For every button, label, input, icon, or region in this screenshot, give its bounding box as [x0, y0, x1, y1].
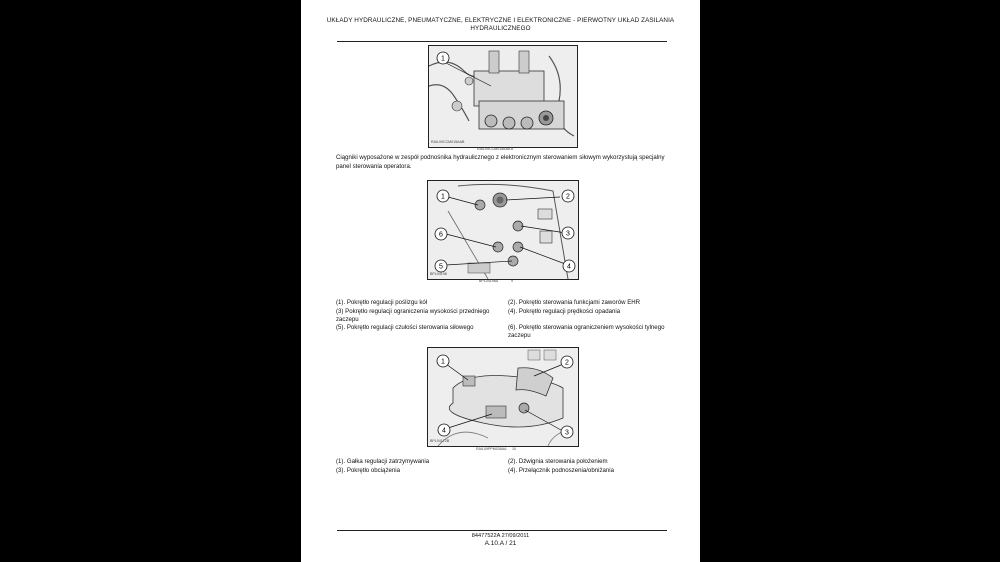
- legend3-item-4: (4). Przełącznik podnoszenia/obniżania: [508, 467, 615, 474]
- hydraulic-unit-illustration: [429, 46, 577, 147]
- footer-page-number: A.10.A / 21: [484, 540, 517, 547]
- fig3-code: RAIL09PPM036AA: [476, 447, 507, 451]
- fig2-code: BPL04198A: [479, 279, 499, 283]
- armrest-controls-illustration: [428, 348, 578, 446]
- page-title: UKŁADY HYDRAULICZNE, PNEUMATYCZNE, ELEKTRYCZNE I ELEKTRONICZNE - PIERWOTNY UKŁAD ZASILANIA HYDRAULICZNEGO: [326, 17, 675, 32]
- figure-armrest-controls: [427, 347, 579, 447]
- legend2-item-2: (2). Pokrętło sterowania funkcjami zaworów EHR: [508, 299, 641, 306]
- fig3-callout-1: 1: [441, 358, 445, 366]
- fig2-callout-2: 2: [566, 193, 570, 201]
- footer-rule: [337, 530, 667, 531]
- fig2-callout-1: 1: [441, 193, 445, 201]
- legend3-item-1: (1). Gałka regulacji zatrzymywania: [336, 458, 430, 465]
- figure-control-panel: [427, 180, 579, 280]
- legend2-item-4: (4). Pokrętło regulacji prędkości opadania: [508, 308, 621, 315]
- fig1-code-left: RAIL09CCM015AAB: [431, 140, 465, 144]
- fig3-callout-3: 3: [565, 429, 569, 437]
- document-page: [301, 0, 700, 562]
- legend2-item-5: (5). Pokrętło regulacji czułości sterowania siłowego: [336, 324, 474, 331]
- fig2-callout-3: 3: [566, 230, 570, 238]
- legend2-item-3: (3) Pokrętło regulacji ograniczenia wysokości przedniego zaczepu: [336, 308, 490, 323]
- header-rule: [337, 41, 667, 42]
- legend2-item-6: (6). Pokrętło sterowania ograniczeniem wysokości tylnego zaczepu: [508, 324, 665, 339]
- fig3-callout-2: 2: [565, 359, 569, 367]
- fig1-callout-1: 1: [441, 55, 445, 63]
- legend3-item-2: (2). Dźwignia sterowania położeniem: [508, 458, 608, 465]
- fig1-number: 8: [511, 147, 513, 151]
- control-panel-illustration: [428, 181, 578, 279]
- legend2-item-1: (1). Pokrętło regulacji poślizgu kół: [336, 299, 428, 306]
- footer-doc-number: 84477522A 27/09/2011: [471, 533, 530, 539]
- fig2-callout-6: 6: [439, 231, 443, 239]
- fig2-callout-5: 5: [439, 263, 443, 271]
- fig1-code: RAIL09CCM015AAA: [477, 147, 511, 151]
- fig3-number: 10: [512, 447, 516, 451]
- legend3-item-3: (3). Pokrętło obciążenia: [336, 467, 401, 474]
- fig3-callout-4: 4: [442, 427, 446, 435]
- fig2-number: 9: [511, 279, 513, 283]
- figure-hydraulic-unit: [428, 45, 578, 148]
- fig3-code-left: BPL04172B: [430, 439, 450, 443]
- intro-paragraph: Ciągniki wyposażone w zespół podnośnika hydraulicznego z elektronicznym sterowaniem siłowym wykorzystują specjalny panel sterowania operatora.: [336, 154, 665, 170]
- fig2-callout-4: 4: [567, 263, 571, 271]
- fig2-code-left: BPL04198: [430, 272, 447, 276]
